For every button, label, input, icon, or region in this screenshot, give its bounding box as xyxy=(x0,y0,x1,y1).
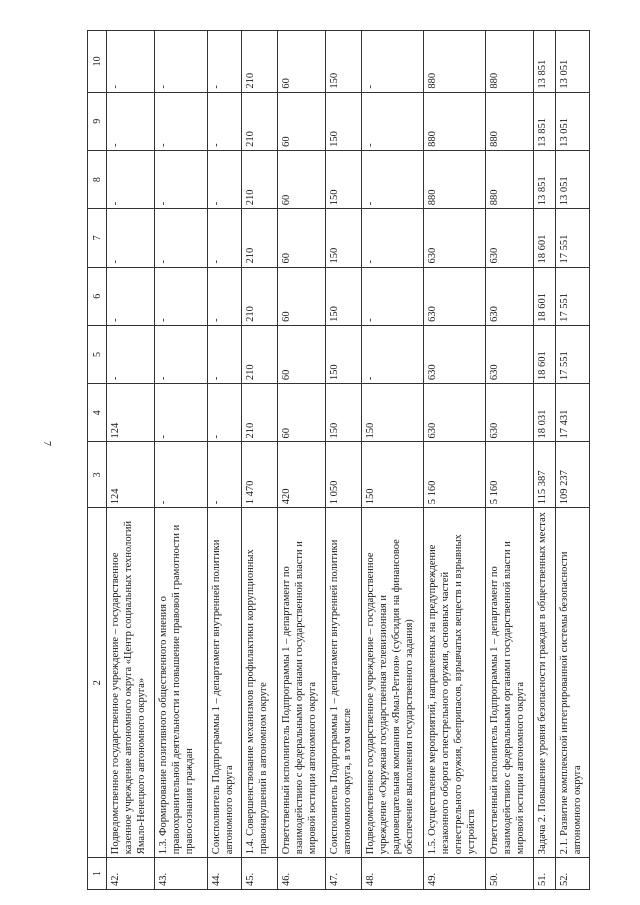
value-cell: - xyxy=(107,150,155,208)
value-cell: 210 xyxy=(242,267,278,325)
value-cell: 60 xyxy=(278,31,326,93)
header-cell: 1 xyxy=(88,858,107,890)
value-cell: 17 551 xyxy=(556,209,590,267)
description-cell: 1.5. Осуществление мероприятий, направленных на предупреждение незаконного оборота огнестрельного оружия, основных частей огнестрельного оружия, боеприпасов, взрывчатых веществ и взрывных устройств xyxy=(424,508,486,858)
header-cell: 7 xyxy=(88,209,107,267)
value-cell: - xyxy=(155,92,208,150)
value-cell: 124 xyxy=(107,442,155,508)
value-cell: 150 xyxy=(326,209,362,267)
value-cell: - xyxy=(208,442,242,508)
row-number-cell: 48. xyxy=(362,858,424,890)
table-row xyxy=(534,31,556,890)
description-cell: Соисполнитель Подпрограммы 1 – департамент внутренней политики автономного округа xyxy=(208,508,242,858)
description-cell: Подведомственное государственное учреждение – государственное учреждение «Окружная государственная телевизионная и радиовещательная компания «Ямал-Регион» (субсидия на финансовое обеспечение выполнения государственного задания) xyxy=(362,508,424,858)
value-cell: 13 851 xyxy=(534,31,556,93)
table-row xyxy=(556,31,590,890)
page-number: 7 xyxy=(41,441,52,446)
value-cell: 150 xyxy=(326,267,362,325)
value-cell: - xyxy=(155,209,208,267)
value-cell: - xyxy=(107,92,155,150)
value-cell: 60 xyxy=(278,150,326,208)
table-row xyxy=(107,31,155,890)
value-cell: 880 xyxy=(486,150,534,208)
value-cell: 13 051 xyxy=(556,92,590,150)
header-row xyxy=(88,31,107,890)
value-cell: 60 xyxy=(278,384,326,442)
value-cell: 630 xyxy=(424,209,486,267)
header-cell: 9 xyxy=(88,92,107,150)
value-cell: - xyxy=(155,267,208,325)
description-cell: Подведомственное государственное учреждение – государственное казенное учреждение автономного округа «Центр социальных технологий Ямало-Ненецкого автономного округа» xyxy=(107,508,155,858)
value-cell: - xyxy=(107,267,155,325)
value-cell: 210 xyxy=(242,325,278,383)
value-cell: - xyxy=(208,267,242,325)
row-number-cell: 45. xyxy=(242,858,278,890)
description-cell: 1.4. Совершенствование механизмов профилактики коррупционных правонарушений в автономном округе xyxy=(242,508,278,858)
value-cell: 630 xyxy=(424,325,486,383)
table-row xyxy=(326,31,362,890)
value-cell: 18 601 xyxy=(534,267,556,325)
value-cell: 630 xyxy=(486,209,534,267)
value-cell: 18 031 xyxy=(534,384,556,442)
value-cell: - xyxy=(155,31,208,93)
header-cell: 2 xyxy=(88,508,107,858)
value-cell: 17 551 xyxy=(556,267,590,325)
row-number-cell: 43. xyxy=(155,858,208,890)
value-cell: 630 xyxy=(424,267,486,325)
value-cell: 630 xyxy=(486,267,534,325)
value-cell: 880 xyxy=(424,92,486,150)
row-number-cell: 42. xyxy=(107,858,155,890)
value-cell: 109 237 xyxy=(556,442,590,508)
value-cell: - xyxy=(362,31,424,93)
description-cell: 2.1. Развитие комплексной интегрированной системы безопасности автономного округа xyxy=(556,508,590,858)
value-cell: 18 601 xyxy=(534,209,556,267)
table-row xyxy=(208,31,242,890)
value-cell: 150 xyxy=(326,92,362,150)
value-cell: 17 551 xyxy=(556,325,590,383)
value-cell: - xyxy=(107,325,155,383)
value-cell: 880 xyxy=(486,31,534,93)
value-cell: 150 xyxy=(326,150,362,208)
value-cell: - xyxy=(362,209,424,267)
row-number-cell: 51. xyxy=(534,858,556,890)
row-number-cell: 47. xyxy=(326,858,362,890)
value-cell: - xyxy=(362,267,424,325)
value-cell: 150 xyxy=(362,442,424,508)
value-cell: 210 xyxy=(242,384,278,442)
value-cell: 60 xyxy=(278,209,326,267)
row-number-cell: 49. xyxy=(424,858,486,890)
value-cell: 210 xyxy=(242,92,278,150)
budget-table xyxy=(87,30,590,890)
row-number-cell: 46. xyxy=(278,858,326,890)
value-cell: 5 160 xyxy=(424,442,486,508)
header-cell: 10 xyxy=(88,31,107,93)
value-cell: 60 xyxy=(278,325,326,383)
value-cell: - xyxy=(208,325,242,383)
value-cell: 210 xyxy=(242,31,278,93)
value-cell: - xyxy=(208,92,242,150)
value-cell: - xyxy=(107,31,155,93)
value-cell: - xyxy=(155,384,208,442)
value-cell: 60 xyxy=(278,92,326,150)
value-cell: 150 xyxy=(362,384,424,442)
value-cell: 880 xyxy=(424,150,486,208)
value-cell: - xyxy=(208,31,242,93)
value-cell: - xyxy=(362,92,424,150)
value-cell: 18 601 xyxy=(534,325,556,383)
description-cell: 1.3. Формирование позитивного общественного мнения о правоохранительной деятельности и повышение правовой грамотности и правосознания граждан xyxy=(155,508,208,858)
header-cell: 3 xyxy=(88,442,107,508)
value-cell: 1 470 xyxy=(242,442,278,508)
value-cell: 1 050 xyxy=(326,442,362,508)
value-cell: - xyxy=(208,209,242,267)
value-cell: 115 387 xyxy=(534,442,556,508)
value-cell: 880 xyxy=(424,31,486,93)
value-cell: 5 160 xyxy=(486,442,534,508)
value-cell: 630 xyxy=(486,325,534,383)
value-cell: 150 xyxy=(326,384,362,442)
table-row xyxy=(362,31,424,890)
header-cell: 6 xyxy=(88,267,107,325)
value-cell: 60 xyxy=(278,267,326,325)
rotated-table-wrapper xyxy=(87,30,599,890)
description-cell: Соисполнитель Подпрограммы 1 – департамент внутренней политики автономного округа, в том числе xyxy=(326,508,362,858)
value-cell: - xyxy=(208,384,242,442)
table-row xyxy=(278,31,326,890)
value-cell: 880 xyxy=(486,92,534,150)
header-cell: 8 xyxy=(88,150,107,208)
value-cell: - xyxy=(155,150,208,208)
value-cell: 13 851 xyxy=(534,92,556,150)
header-cell: 4 xyxy=(88,384,107,442)
table-row xyxy=(486,31,534,890)
value-cell: 124 xyxy=(107,384,155,442)
value-cell: 150 xyxy=(326,325,362,383)
value-cell: - xyxy=(155,325,208,383)
row-number-cell: 50. xyxy=(486,858,534,890)
description-cell: Задача 2. Повышение уровня безопасности граждан в общественных местах xyxy=(534,508,556,858)
value-cell: 17 431 xyxy=(556,384,590,442)
value-cell: - xyxy=(107,209,155,267)
description-cell: Ответственный исполнитель Подпрограммы 1 – департамент по взаимодействию с федеральными органами государственной власти и мировой юстиции автономного округа xyxy=(278,508,326,858)
value-cell: 630 xyxy=(486,384,534,442)
table-row xyxy=(424,31,486,890)
value-cell: 13 851 xyxy=(534,150,556,208)
value-cell: 630 xyxy=(424,384,486,442)
description-cell: Ответственный исполнитель Подпрограммы 1 – департамент по взаимодействию с федеральными органами государственной власти и мировой юстиции автономного округа xyxy=(486,508,534,858)
row-number-cell: 44. xyxy=(208,858,242,890)
value-cell: 420 xyxy=(278,442,326,508)
value-cell: - xyxy=(362,150,424,208)
value-cell: 13 051 xyxy=(556,31,590,93)
value-cell: 150 xyxy=(326,31,362,93)
value-cell: - xyxy=(362,325,424,383)
value-cell: - xyxy=(155,442,208,508)
row-number-cell: 52. xyxy=(556,858,590,890)
table-row xyxy=(242,31,278,890)
value-cell: 210 xyxy=(242,209,278,267)
value-cell: - xyxy=(208,150,242,208)
table-row xyxy=(155,31,208,890)
value-cell: 210 xyxy=(242,150,278,208)
value-cell: 13 051 xyxy=(556,150,590,208)
header-cell: 5 xyxy=(88,325,107,383)
